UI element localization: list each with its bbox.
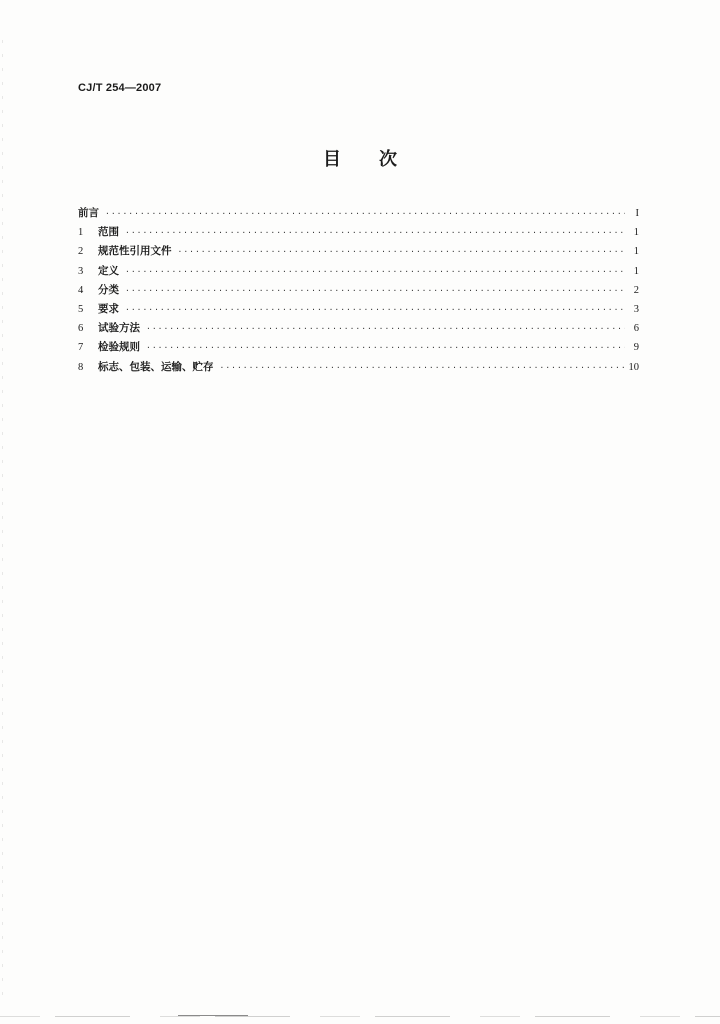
toc-entry-title: 试验方法 <box>98 322 140 335</box>
toc-entry-number: 7 <box>78 342 84 354</box>
toc-list <box>78 204 639 377</box>
toc-entry-title: 前言 <box>78 207 99 219</box>
toc-entry-page: 3 <box>633 303 639 315</box>
toc-entry-scope[interactable] <box>78 223 639 242</box>
toc-leader-dots <box>105 204 625 223</box>
toc-leader-dots <box>146 319 625 338</box>
scan-bottom-stroke <box>178 1015 248 1016</box>
toc-leader-dots <box>125 223 625 242</box>
toc-leader-dots <box>220 358 625 377</box>
scan-edge-artifact <box>2 40 3 1000</box>
toc-entry-title: 定义 <box>98 264 119 277</box>
toc-entry-title: 要求 <box>98 302 119 315</box>
toc-entry-page: 1 <box>633 227 639 239</box>
toc-entry-requirements[interactable] <box>78 300 639 319</box>
toc-entry-page: 10 <box>628 361 639 373</box>
toc-entry-page: 1 <box>633 246 639 258</box>
toc-entry-page: I <box>635 208 639 219</box>
toc-leader-dots <box>125 300 625 319</box>
toc-title-char-2: 次 <box>379 149 397 170</box>
toc-entry-title: 规范性引用文件 <box>98 245 172 258</box>
toc-entry-page: 1 <box>633 265 639 277</box>
toc-entry-number: 3 <box>78 265 84 277</box>
toc-entry-number: 2 <box>78 246 84 258</box>
toc-entry-classification[interactable] <box>78 281 639 300</box>
toc-entry-number: 4 <box>78 284 84 296</box>
toc-leader-dots <box>125 262 625 281</box>
standard-code: CJ/T 254—2007 <box>78 82 162 94</box>
toc-entry-number: 1 <box>78 227 84 239</box>
toc-leader-dots <box>146 338 625 357</box>
toc-leader-dots <box>178 242 626 261</box>
scan-bottom-rule <box>0 1016 720 1017</box>
toc-entry-title: 标志、包装、运输、贮存 <box>98 360 214 373</box>
toc-entry-number: 6 <box>78 323 84 335</box>
toc-title-char-1: 目 <box>323 149 341 170</box>
toc-entry-title: 范围 <box>98 226 119 239</box>
toc-entry-number: 5 <box>78 303 84 315</box>
toc-entry-page: 6 <box>633 323 639 335</box>
toc-entry-definitions[interactable] <box>78 262 639 281</box>
toc-entry-page: 9 <box>633 342 639 354</box>
toc-title <box>0 145 720 171</box>
toc-entry-number: 8 <box>78 361 84 373</box>
toc-entry-inspection-rules[interactable] <box>78 338 639 357</box>
toc-entry-test-methods[interactable] <box>78 319 639 338</box>
toc-entry-page: 2 <box>633 284 639 296</box>
toc-leader-dots <box>125 281 625 300</box>
toc-entry-foreword[interactable] <box>78 204 639 223</box>
toc-entry-normative-references[interactable] <box>78 242 639 261</box>
toc-entry-marking-packaging[interactable] <box>78 358 639 377</box>
toc-entry-title: 分类 <box>98 283 119 296</box>
toc-entry-title: 检验规则 <box>98 341 140 354</box>
